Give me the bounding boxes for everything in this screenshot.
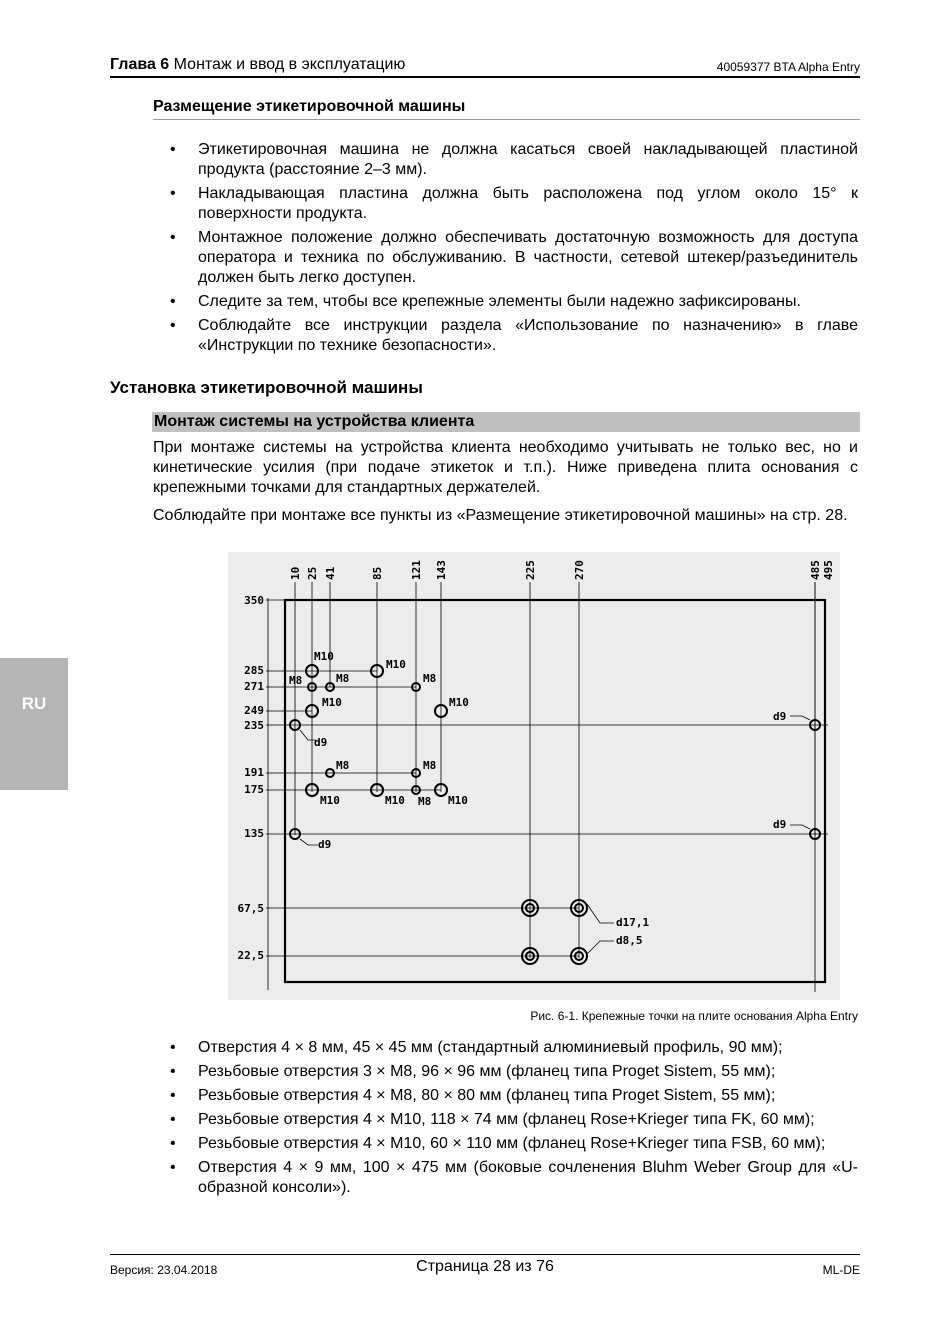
list-item: • Этикетировочная машина не должна касаться своей накладывающей пластиной продукта (расстояние 2–3 мм). [168, 140, 858, 180]
list-item: • Следите за тем, чтобы все крепежные элементы были надежно зафиксированы. [168, 292, 858, 312]
holes [290, 665, 820, 964]
y-label: 271 [244, 680, 264, 693]
page-number: Страница 28 из 76 [416, 1258, 554, 1275]
document-id: 40059377 BTA Alpha Entry [716, 60, 860, 74]
x-label: 121 [410, 560, 423, 580]
y-label: 175 [244, 783, 264, 796]
language-code: ML-DE [822, 1263, 860, 1277]
chapter-title: Монтаж и ввод в эксплуатацию [173, 56, 406, 73]
label-m10: M10 [386, 658, 406, 671]
placement-list [168, 140, 858, 360]
label-m10: M10 [320, 794, 340, 807]
plate-outline [285, 600, 825, 982]
label-m10: M10 [385, 794, 405, 807]
list-item: • Резьбовые отверстия 3 × M8, 96 × 96 мм (фланец типа Proget Sistem, 55 мм); [168, 1062, 858, 1082]
page-header [110, 56, 860, 78]
language-tab [0, 658, 68, 790]
figure-caption: Рис. 6-1. Крепежные точки на плите основания Alpha Entry [530, 1009, 858, 1023]
label-d9: d9 [773, 818, 787, 831]
list-item: • Резьбовые отверстия 4 × M8, 80 × 80 мм (фланец типа Proget Sistem, 55 мм); [168, 1086, 858, 1106]
label-m8: M8 [418, 795, 432, 808]
vertical-guides [295, 582, 815, 958]
y-label: 191 [244, 766, 264, 779]
y-axis-labels [238, 594, 265, 962]
label-m10: M10 [448, 794, 468, 807]
label-m10: M10 [314, 650, 334, 663]
label-m8: M8 [423, 672, 437, 685]
paragraph-mounting: При монтаже системы на устройства клиента необходимо учитывать не только вес, но и кинетические усилия (при подаче этикеток и т.п.). Ниже приведена плита основания с крепежными точками для стандартных держателей. [153, 439, 858, 496]
section-placement-title: Размещение этикетировочной машины [153, 98, 860, 120]
list-item: • Резьбовые отверстия 4 × M10, 118 × 74 мм (фланец Rose+Krieger типа FK, 60 мм); [168, 1110, 858, 1130]
mounting-options-list [168, 1038, 858, 1202]
label-d17: d17,1 [616, 916, 650, 929]
y-label: 135 [244, 827, 264, 840]
list-item: • Отверстия 4 × 8 мм, 45 × 45 мм (стандартный алюминиевый профиль, 90 мм); [168, 1038, 858, 1058]
hole-labels [289, 650, 786, 947]
y-label: 235 [244, 719, 264, 732]
x-label: 225 [524, 560, 537, 580]
language-tab-label: RU [21, 694, 47, 713]
version-date: Версия: 23.04.2018 [110, 1263, 218, 1277]
x-label: 41 [324, 566, 337, 580]
section-installation-title: Установка этикетировочной машины [110, 378, 423, 397]
list-item: • Резьбовые отверстия 4 × M10, 60 × 110 мм (фланец Rose+Krieger типа FSB, 60 мм); [168, 1134, 858, 1154]
x-label: 495 [822, 560, 835, 580]
horizontal-guides [266, 600, 828, 956]
list-item: • Монтажное положение должно обеспечивать достаточную возможность для доступа оператора и техника по обслуживанию. В частности, сетевой штекер/разъединитель должен быть легко доступен. [168, 228, 858, 288]
x-label: 143 [435, 560, 448, 580]
baseplate-drawing [228, 552, 840, 1000]
y-label: 350 [244, 594, 264, 607]
list-item: • Накладывающая пластина должна быть расположена под углом около 15° к поверхности продукта. [168, 184, 858, 224]
paragraph-reference: Соблюдайте при монтаже все пункты из «Размещение этикетировочной машины» на стр. 28. [153, 507, 848, 524]
x-label: 85 [371, 566, 384, 580]
leader-lines [300, 716, 810, 954]
label-m10: M10 [322, 696, 342, 709]
x-axis-labels [289, 560, 835, 580]
x-label: 270 [573, 560, 586, 580]
x-label: 10 [289, 566, 302, 580]
label-m10: M10 [449, 696, 469, 709]
label-m8: M8 [289, 674, 303, 687]
label-m8: M8 [336, 672, 350, 685]
y-label: 249 [244, 704, 264, 717]
y-label: 285 [244, 664, 264, 677]
y-label: 67,5 [237, 902, 264, 915]
label-d9: d9 [314, 736, 328, 749]
x-label: 485 [809, 560, 822, 580]
label-d9: d9 [318, 838, 332, 851]
label-d8-5: d8,5 [616, 934, 643, 947]
chapter-heading [110, 56, 405, 74]
list-item: • Соблюдайте все инструкции раздела «Использование по назначению» в главе «Инструкции по технике безопасности». [168, 316, 858, 356]
chapter-number: Глава 6 [110, 56, 170, 73]
subsection-mounting-title: Монтаж системы на устройства клиента [152, 412, 860, 432]
list-item: • Отверстия 4 × 9 мм, 100 × 475 мм (боковые сочленения Bluhm Weber Group для «U-образной консоли»). [168, 1158, 858, 1198]
y-label: 22,5 [237, 949, 264, 962]
label-d9: d9 [773, 710, 787, 723]
label-m8: M8 [336, 759, 350, 772]
x-label: 25 [306, 566, 319, 580]
label-m8: M8 [423, 759, 437, 772]
page-footer [110, 1254, 860, 1279]
